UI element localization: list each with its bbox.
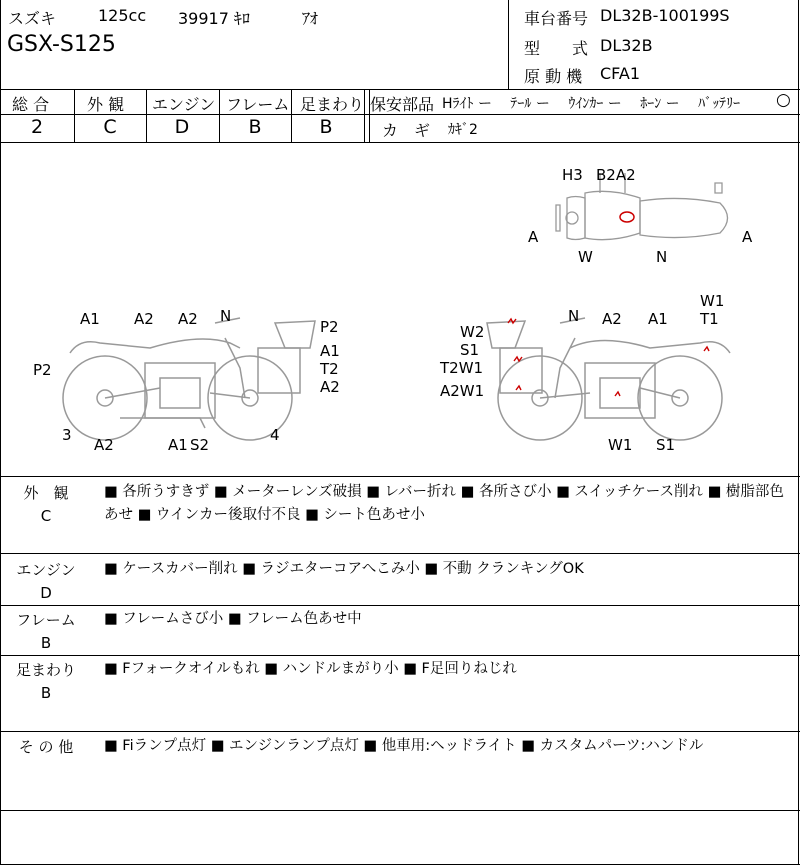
grade-suspension: B — [319, 116, 333, 138]
label-a2: A2 — [94, 436, 114, 454]
label-a2w1: A2W1 — [440, 382, 485, 400]
section-label: 外 観 — [23, 484, 69, 502]
rule — [0, 89, 800, 90]
label-s1: S1 — [460, 341, 480, 359]
rule — [0, 655, 800, 656]
grade-engine: D — [174, 116, 190, 138]
grade-header-overall: 総 合 — [12, 95, 50, 114]
bike-left-view — [63, 318, 315, 440]
key-label: カ ギ — [382, 121, 431, 140]
engine-value: CFA1 — [600, 64, 641, 83]
label-p2: P2 — [320, 318, 339, 336]
grade-header-exterior: 外 観 — [87, 95, 125, 114]
label-w1: W1 — [608, 436, 633, 454]
label-p2: P2 — [33, 361, 52, 379]
safety-label: 保安部品 — [370, 95, 435, 114]
header-divider — [508, 0, 509, 89]
label-w2: W2 — [460, 323, 485, 341]
label-a1: A1 — [80, 310, 100, 328]
section-grade: D — [40, 584, 52, 602]
label-a2: A2 — [178, 310, 198, 328]
label-a: A — [742, 228, 753, 246]
model-name: GSX-S125 — [7, 32, 116, 57]
damage-diagram — [0, 143, 800, 476]
label-t2: T2 — [320, 360, 339, 378]
grade-header-engine: エンジン — [152, 95, 216, 114]
label-w: W — [578, 248, 593, 266]
rule — [0, 731, 800, 732]
label-s1: S1 — [656, 436, 676, 454]
label-a: A — [528, 228, 539, 246]
label-b2a2: B2A2 — [596, 166, 636, 184]
battery-mark: ○ — [776, 90, 791, 110]
mileage: 39917 ｷﾛ — [178, 9, 250, 28]
rule — [0, 605, 800, 606]
label-t1: T1 — [700, 310, 719, 328]
rule — [0, 553, 800, 554]
type-label: 型 式 — [524, 39, 589, 58]
rule — [369, 89, 370, 142]
label-w1: W1 — [700, 292, 725, 310]
label-4: 4 — [270, 426, 280, 444]
label-3: 3 — [62, 426, 72, 444]
section-grade: B — [40, 634, 52, 652]
section-notes: ■ フレームさび小 ■ フレーム色あせ中 — [104, 611, 362, 627]
rule — [0, 476, 800, 477]
section-label: エンジン — [16, 561, 76, 579]
section-notes: ■ ケースカバー削れ ■ ラジエターコアへこみ小 ■ 不動 クランキングOK — [104, 561, 584, 577]
rule — [364, 89, 365, 142]
grade-frame: B — [248, 116, 262, 138]
label-s2: S2 — [190, 436, 210, 454]
maker: スズキ — [8, 9, 57, 28]
engine-label: 原 動 機 — [524, 67, 583, 86]
damage-mark — [508, 319, 709, 396]
type-value: DL32B — [600, 36, 653, 55]
damage-mark — [620, 212, 634, 222]
label-n: N — [220, 307, 232, 325]
section-notes: ■ Fフォークオイルもれ ■ ハンドルまがり小 ■ F足回りねじれ — [104, 661, 517, 677]
section-label: フレーム — [16, 611, 76, 629]
key-value: ｶｷﾞ2 — [448, 122, 478, 138]
grade-header-frame: フレーム — [226, 95, 290, 114]
bike-right-view — [487, 318, 730, 440]
rule — [219, 89, 220, 142]
rule — [0, 810, 800, 811]
section-notes: ■ Fiランプ点灯 ■ エンジンランプ点灯 ■ 他車用:ヘッドライト ■ カスタムパーツ:ハンドル — [104, 738, 704, 754]
label-n: N — [568, 307, 580, 325]
section-grade: B — [40, 684, 52, 702]
label-t2w1: T2W1 — [440, 359, 484, 377]
grade-header-suspension: 足まわり — [300, 95, 365, 114]
section-label: 足まわり — [15, 661, 76, 679]
section-label: そ の 他 — [18, 738, 74, 756]
rule — [146, 89, 147, 142]
safety-items: Hﾗｲﾄ ー ﾃｰﾙ ー ｳｲﾝｶｰ ー ﾎｰﾝ ー ﾊﾞｯﾃﾘｰ — [442, 96, 741, 112]
section-grade: C — [40, 507, 52, 525]
label-h3: H3 — [562, 166, 583, 184]
label-a2: A2 — [320, 378, 340, 396]
label-a1: A1 — [320, 342, 340, 360]
grade-exterior: C — [103, 116, 117, 138]
rule — [291, 89, 292, 142]
rule — [74, 89, 75, 142]
label-n: N — [656, 248, 668, 266]
section-notes: ■ 各所うすきず ■ メーターレンズ破損 ■ レバー折れ ■ 各所さび小 ■ スイッチケース削れ ■ 樹脂部色あせ ■ ウインカー後取付不良 ■ シート色あせ小 — [104, 484, 784, 523]
label-a1: A1 — [168, 436, 188, 454]
label-a2: A2 — [134, 310, 154, 328]
chassis-label: 車台番号 — [524, 9, 589, 28]
grade-overall: 2 — [30, 116, 44, 138]
label-a1: A1 — [648, 310, 668, 328]
chassis-value: DL32B-100199S — [600, 6, 730, 25]
displacement: 125cc — [98, 6, 147, 25]
color: ｱｵ — [302, 9, 319, 28]
rule — [0, 114, 800, 115]
label-a2: A2 — [602, 310, 622, 328]
